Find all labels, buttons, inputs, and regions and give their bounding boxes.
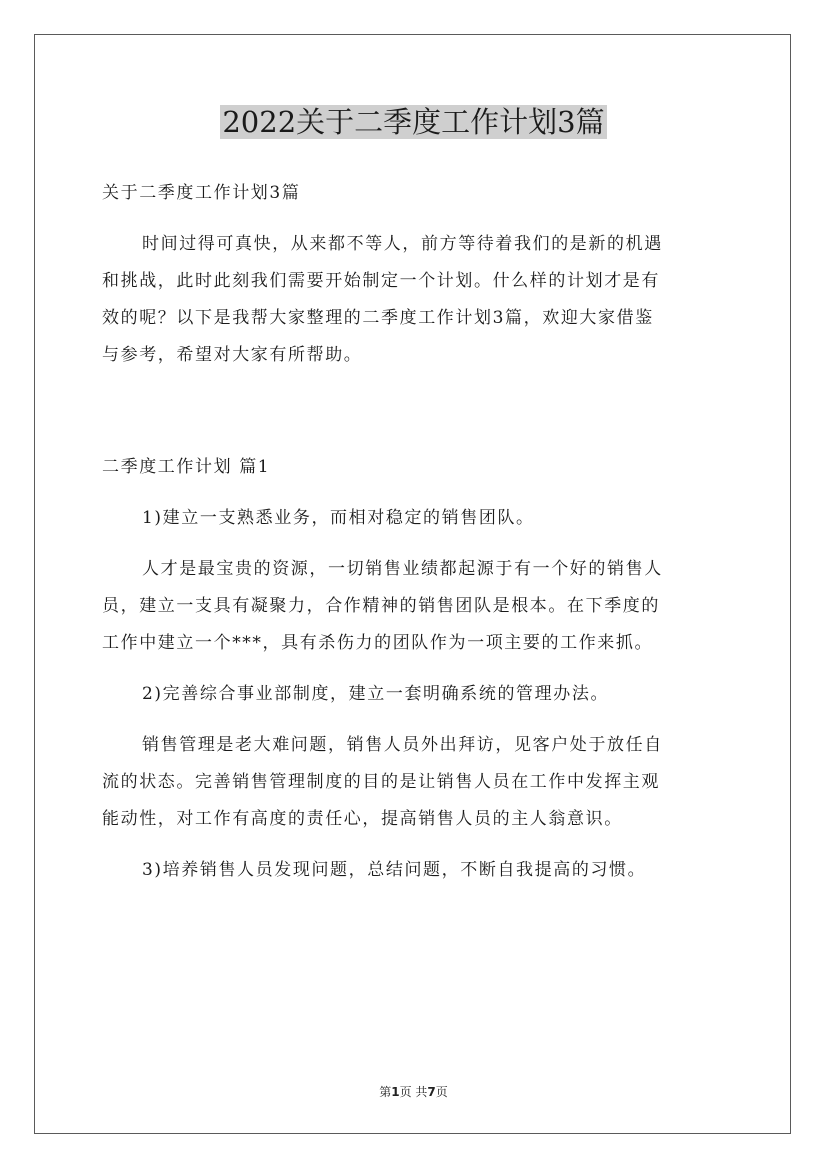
page-indicator-suffix: 页 [435, 1085, 448, 1099]
page-indicator-prefix: 第 [379, 1085, 392, 1099]
blank-spacer [102, 388, 726, 449]
intro-line: 时间过得可真快，从来都不等人，前方等待着我们的是新的机遇 [142, 234, 663, 254]
section-heading: 二季度工作计划 篇1 [102, 457, 271, 477]
intro-line: 效的呢？以下是我帮大家整理的二季度工作计划3篇，欢迎大家借鉴 [102, 308, 654, 328]
item-3-heading: 3)培养销售人员发现问题，总结问题，不断自我提高的习惯。 [142, 860, 647, 880]
item-2-line: 能动性，对工作有高度的责任心，提高销售人员的主人翁意识。 [102, 809, 623, 829]
document-title [0, 98, 827, 146]
item-2-line: 流的状态。完善销售管理制度的目的是让销售人员在工作中发挥主观 [102, 772, 660, 792]
item-1-line: 员，建立一支具有凝聚力，合作精神的销售团队是根本。在下季度的 [102, 596, 660, 616]
item-2-line: 销售管理是老大难问题，销售人员外出拜访，见客户处于放任自 [142, 735, 663, 755]
item-1-paragraph [102, 551, 726, 662]
intro-line: 与参考，希望对大家有所帮助。 [102, 345, 363, 365]
page-number: 1 [391, 1085, 400, 1099]
document-title-text: 2022关于二季度工作计划3篇 [222, 105, 605, 139]
intro-paragraph [102, 226, 726, 374]
page-indicator-middle: 页 共 [399, 1085, 428, 1099]
item-1-line: 工作中建立一个***，具有杀伤力的团队作为一项主要的工作来抓。 [102, 633, 654, 653]
document-subtitle: 关于二季度工作计划3篇 [102, 183, 301, 203]
item-2-paragraph [102, 727, 726, 838]
item-1-heading: 1)建立一支熟悉业务，而相对稳定的销售团队。 [142, 508, 535, 528]
page-footer [0, 1084, 827, 1100]
item-1-line: 人才是最宝贵的资源，一切销售业绩都起源于有一个好的销售人 [142, 559, 663, 579]
page-total: 7 [427, 1085, 436, 1099]
item-2-heading: 2)完善综合事业部制度，建立一套明确系统的管理办法。 [142, 684, 610, 704]
intro-line: 和挑战，此时此刻我们需要开始制定一个计划。什么样的计划才是有 [102, 271, 660, 291]
document-body [102, 175, 726, 889]
